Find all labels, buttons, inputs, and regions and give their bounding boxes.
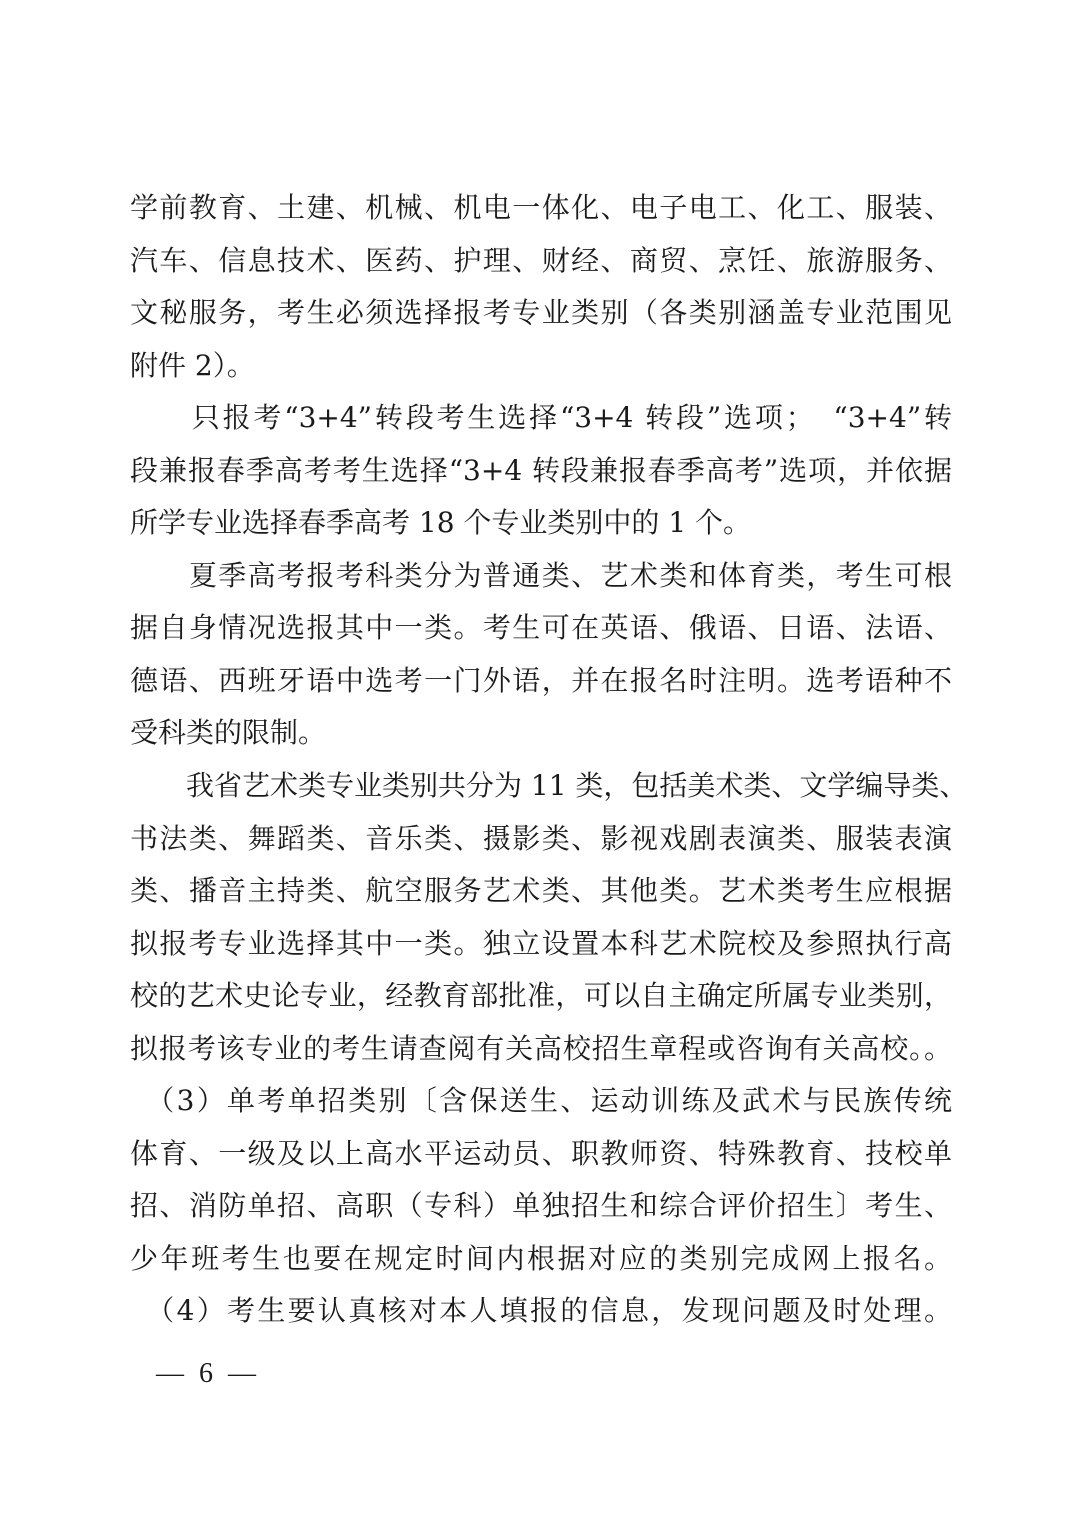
text-line: 书法类、舞蹈类、音乐类、摄影类、影视戏剧表演类、服装表演 <box>130 821 952 855</box>
text-line: 少年班考生也要在规定时间内根据对应的类别完成网上报名。 <box>130 1241 952 1275</box>
text-line: 类、播音主持类、航空服务艺术类、其他类。艺术类考生应根据 <box>130 874 952 908</box>
text-line: 校的艺术史论专业，经教育部批准，可以自主确定所属专业类别， <box>130 979 952 1013</box>
text-line: 受科类的限制。 <box>130 716 327 750</box>
text-line: 所学专业选择春季高考 18 个专业类别中的 1 个。 <box>130 506 752 540</box>
text-line: 学前教育、土建、机械、机电一体化、电子电工、化工、服装、 <box>130 191 952 224</box>
text-line: 文秘服务，考生必须选择报考专业类别（各类别涵盖专业范围见 <box>130 296 952 330</box>
text-line: 我省艺术类专业类别共分为 11 类，包括美术类、文学编导类、 <box>130 769 968 803</box>
text-line: 夏季高考报考科类分为普通类、艺术类和体育类，考生可根 <box>130 558 952 592</box>
text-line: 只报考“3+4”转段考生选择“3+4 转段”选项； “3+4”转 <box>130 401 952 435</box>
text-line: 段兼报春季高考考生选择“3+4 转段兼报春季高考”选项，并依据 <box>130 453 952 487</box>
text-line: 汽车、信息技术、医药、护理、财经、商贸、烹饪、旅游服务、 <box>130 243 952 277</box>
text-line: 招、消防单招、高职（专科）单独招生和综合评价招生〕考生、 <box>130 1189 952 1223</box>
text-line: 德语、西班牙语中选考一门外语，并在报名时注明。选考语种不 <box>130 663 952 697</box>
text-line: （4）考生要认真核对本人填报的信息，发现问题及时处理。 <box>130 1294 952 1328</box>
page-number: — 6 — <box>156 1358 260 1389</box>
text-line: 附件 2）。 <box>130 348 255 382</box>
document-body <box>130 182 968 1338</box>
text-line: 拟报考该专业的考生请查阅有关高校招生章程或咨询有关高校。。 <box>130 1031 952 1065</box>
text-line: （3）单考单招类别〔含保送生、运动训练及武术与民族传统 <box>130 1084 952 1118</box>
text-line: 体育、一级及以上高水平运动员、职教师资、特殊教育、技校单 <box>130 1136 952 1170</box>
text-line: 据自身情况选报其中一类。考生可在英语、俄语、日语、法语、 <box>130 611 952 645</box>
text-line: 拟报考专业选择其中一类。独立设置本科艺术院校及参照执行高 <box>130 926 952 960</box>
